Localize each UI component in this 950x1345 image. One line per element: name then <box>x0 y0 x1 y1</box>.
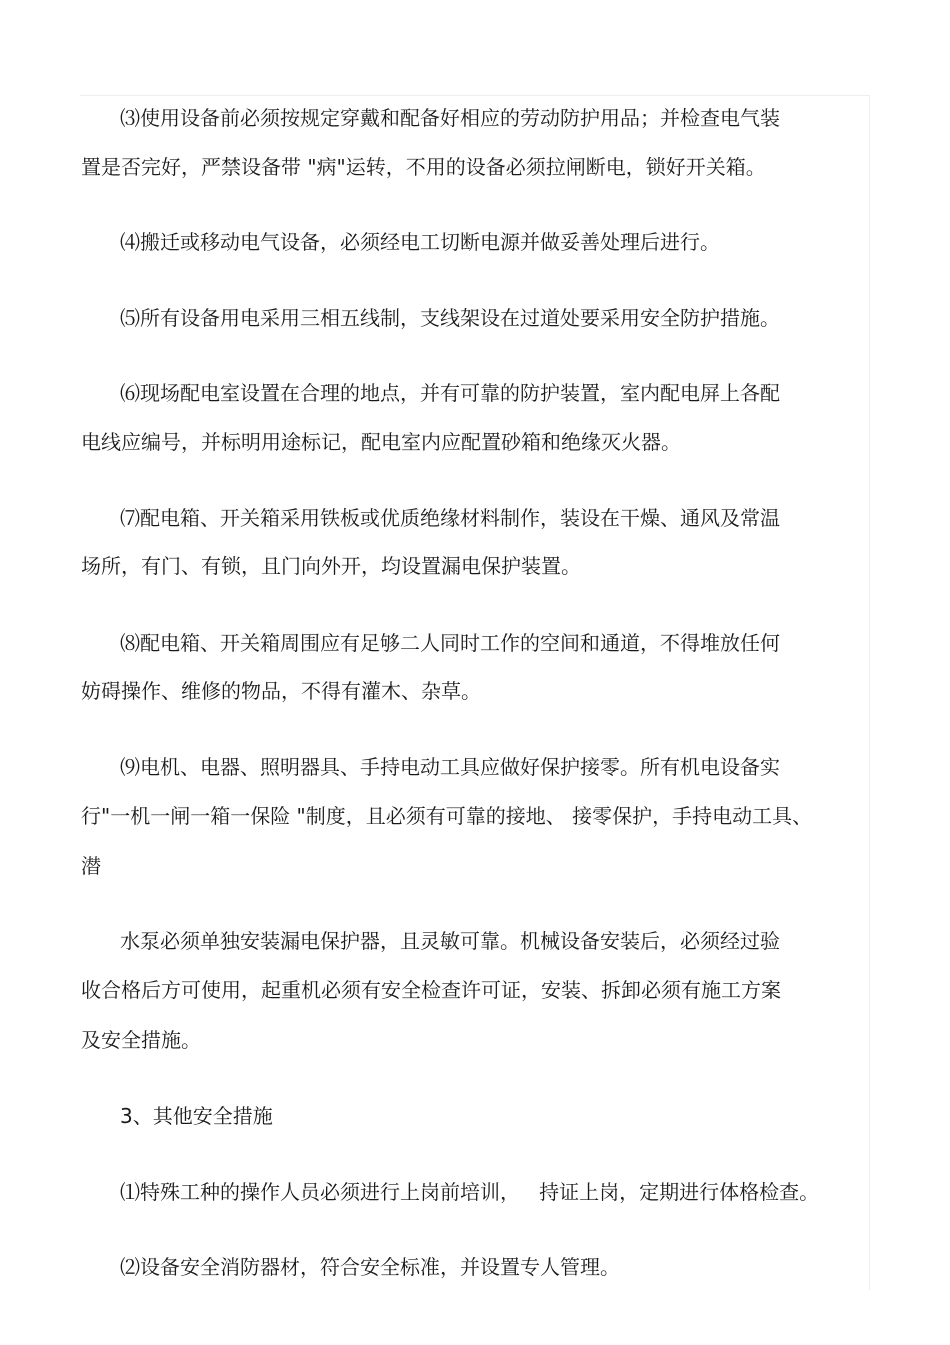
paragraph-10-line-1: 水泵必须单独安装漏电保护器，且灵敏可靠。机械设备安装后，必须经过验 <box>120 929 780 953</box>
paragraph-12-line-1: ⑵设备安全消防器材，符合安全标准，并设置专人管理。 <box>120 1255 620 1279</box>
paragraph-7-line-2: 场所，有门、有锁，且门向外开，均设置漏电保护装置。 <box>81 554 581 578</box>
paragraph-9-line-2: 行"一机一闸一箱一保险 "制度，且必须有可靠的接地、 接零保护，手持电动工具、 <box>81 804 813 828</box>
paragraph-10-line-3: 及安全措施。 <box>81 1028 201 1052</box>
paragraph-6-line-1: ⑹现场配电室设置在合理的地点，并有可靠的防护装置，室内配电屏上各配 <box>120 381 780 405</box>
page-border-right <box>869 95 870 1290</box>
paragraph-3-line-1: ⑶使用设备前必须按规定穿戴和配备好相应的劳动防护用品；并检查电气装 <box>120 106 780 130</box>
paragraph-10-line-2: 收合格后方可使用，起重机必须有安全检查许可证，安装、拆卸必须有施工方案 <box>81 978 781 1002</box>
page-border-top <box>80 95 870 96</box>
paragraph-6-line-2: 电线应编号，并标明用途标记，配电室内应配置砂箱和绝缘灭火器。 <box>81 430 681 454</box>
paragraph-5-line-1: ⑸所有设备用电采用三相五线制，支线架设在过道处要采用安全防护措施。 <box>120 306 780 330</box>
paragraph-8-line-1: ⑻配电箱、开关箱周围应有足够二人同时工作的空间和通道，不得堆放任何 <box>120 631 780 655</box>
paragraph-9-line-1: ⑼电机、电器、照明器具、手持电动工具应做好保护接零。所有机电设备实 <box>120 755 780 779</box>
paragraph-3-line-2: 置是否完好，严禁设备带 "病"运转，不用的设备必须拉闸断电，锁好开关箱。 <box>81 155 766 179</box>
paragraph-7-line-1: ⑺配电箱、开关箱采用铁板或优质绝缘材料制作，装设在干燥、通风及常温 <box>120 506 780 530</box>
paragraph-9-line-3: 潜 <box>81 854 101 878</box>
section-heading-other-safety: 3、其他安全措施 <box>120 1104 273 1128</box>
paragraph-4-line-1: ⑷搬迁或移动电气设备，必须经电工切断电源并做妥善处理后进行。 <box>120 230 720 254</box>
paragraph-8-line-2: 妨碍操作、维修的物品，不得有灌木、杂草。 <box>81 679 481 703</box>
paragraph-11-line-1: ⑴特殊工种的操作人员必须进行上岗前培训， 持证上岗，定期进行体格检查。 <box>120 1180 820 1204</box>
